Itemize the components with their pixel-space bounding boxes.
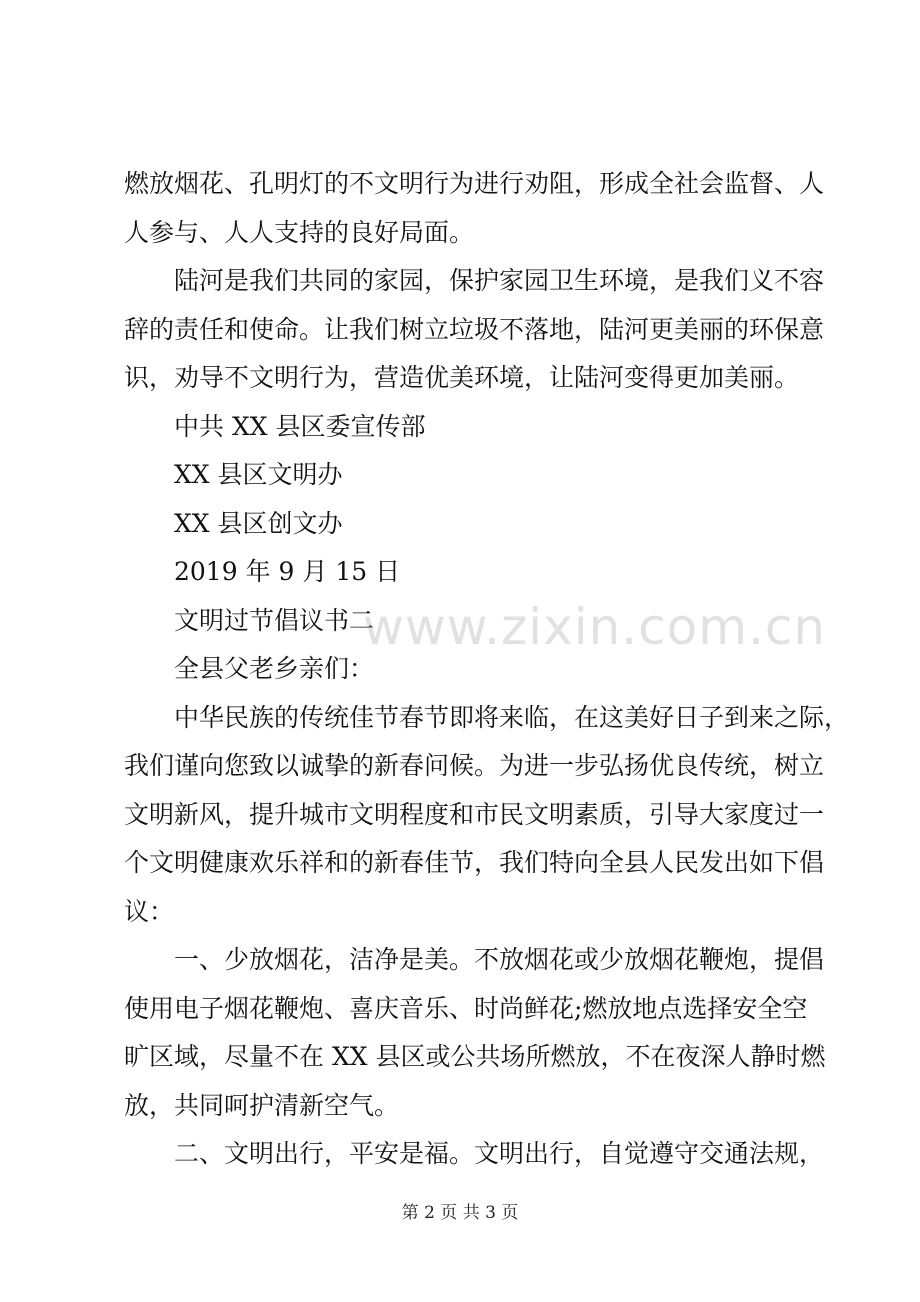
document-body [124, 160, 850, 1179]
paragraph-start-line: 中华民族的传统佳节春节即将来临，在这美好日子到来之际， [174, 702, 850, 732]
paragraph-start-line: 一、少放烟花，洁净是美。不放烟花或少放烟花鞭炮，提倡 [174, 945, 825, 974]
signature-department: 中共 XX 县区委宣传部 [174, 411, 426, 441]
salutation: 全县父老乡亲们： [174, 654, 375, 683]
page-footer: 第 2 页 共 3 页 [401, 1203, 519, 1223]
signature-creation-office: XX 县区创文办 [174, 508, 343, 538]
body-line: 放，共同呵护清新空气。 [124, 1090, 400, 1120]
body-line: 识，劝导不文明行为，营造优美环境，让陆河变得更加美丽。 [124, 363, 800, 392]
site-watermark: www.zixin.com.cn [363, 598, 827, 656]
body-line: 人参与、人人支持的良好局面。 [124, 217, 475, 247]
section-title: 文明过节倡议书二 [174, 605, 375, 635]
signature-civilization-office: XX 县区文明办 [174, 460, 343, 489]
paragraph-start-line: 二、文明出行，平安是福。文明出行，自觉遵守交通法规， [174, 1139, 825, 1168]
body-line: 使用电子烟花鞭炮、喜庆音乐、时尚鲜花;燃放地点选择安全空 [124, 993, 808, 1023]
paragraph-start-line: 陆河是我们共同的家园，保护家园卫生环境，是我们义不容 [174, 266, 825, 295]
signature-date: 2019 年 9 月 15 日 [174, 557, 401, 586]
body-line: 辞的责任和使命。让我们树立垃圾不落地，陆河更美丽的环保意 [124, 314, 825, 344]
body-line: 燃放烟花、孔明灯的不文明行为进行劝阻，形成全社会监督、人 [124, 169, 825, 198]
body-line: 个文明健康欢乐祥和的新春佳节，我们特向全县人民发出如下倡 [124, 848, 825, 877]
body-line: 我们谨向您致以诚挚的新春问候。为进一步弘扬优良传统，树立 [124, 751, 825, 780]
body-line: 议： [124, 896, 175, 926]
body-line: 文明新风，提升城市文明程度和市民文明素质，引导大家度过一 [124, 799, 825, 829]
body-line: 旷区域，尽量不在 XX 县区或公共场所燃放，不在夜深人静时燃 [124, 1042, 826, 1071]
